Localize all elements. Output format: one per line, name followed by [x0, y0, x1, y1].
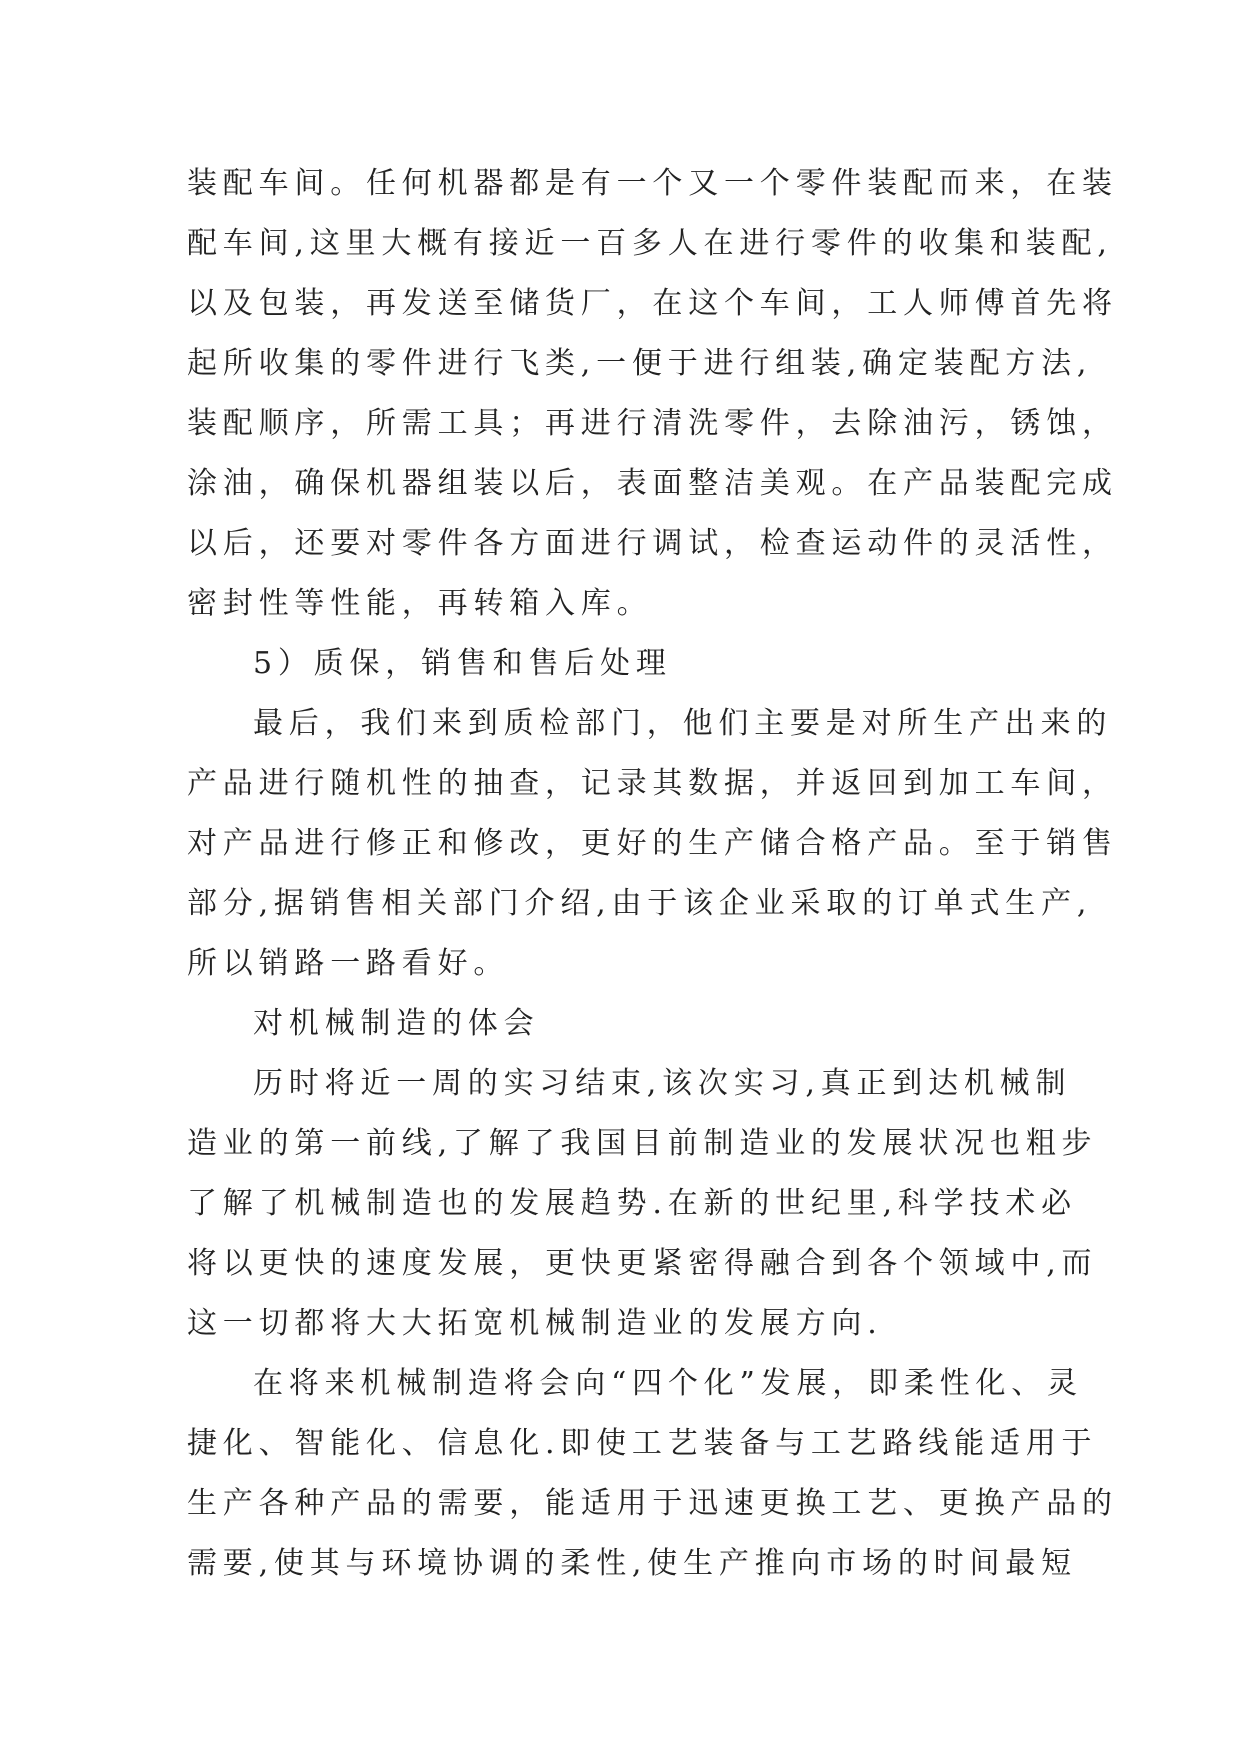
text-line-14: 所以销路一路看好。: [187, 946, 510, 981]
text-line-19: 将以更快的速度发展，更快更紧密得融合到各个领域中,而: [187, 1246, 1098, 1281]
text-line-2: 配车间,这里大概有接近一百多人在进行零件的收集和装配,: [187, 226, 1113, 261]
text-line-24: 需要,使其与环境协调的柔性,使生产推向市场的时间最短: [187, 1546, 1077, 1581]
text-line-22: 捷化、智能化、信息化.即使工艺装备与工艺路线能适用于: [187, 1426, 1098, 1461]
text-line-5: 装配顺序，所需工具；再进行清洗零件，去除油污，锈蚀，: [187, 406, 1118, 441]
text-line-13: 部分,据销售相关部门介绍,由于该企业采取的订单式生产,: [187, 886, 1093, 921]
text-line-23: 生产各种产品的需要，能适用于迅速更换工艺、更换产品的: [187, 1486, 1118, 1521]
text-line-4: 起所收集的零件进行飞类,一便于进行组装,确定装配方法,: [187, 346, 1093, 381]
text-line-12: 对产品进行修正和修改，更好的生产储合格产品。至于销售: [187, 826, 1118, 861]
text-line-8: 密封性等性能，再转箱入库。: [187, 586, 653, 621]
text-line-16: 历时将近一周的实习结束,该次实习,真正到达机械制: [253, 1066, 1072, 1101]
text-line-21: 在将来机械制造将会向“四个化”发展，即柔性化、灵: [253, 1366, 1083, 1401]
text-line-3: 以及包装，再发送至储货厂，在这个车间，工人师傅首先将: [187, 286, 1118, 321]
text-line-7: 以后，还要对零件各方面进行调试，检查运动件的灵活性，: [187, 526, 1118, 561]
section-heading-quality-sales: 5）质保，销售和售后处理: [253, 646, 672, 681]
text-line-17: 造业的第一前线,了解了我国目前制造业的发展状况也粗步: [187, 1126, 1098, 1161]
text-line-18: 了解了机械制造也的发展趋势.在新的世纪里,科学技术必: [187, 1186, 1077, 1221]
document-body: [187, 154, 1118, 1594]
section-heading-reflection: 对机械制造的体会: [253, 1006, 540, 1041]
text-line-1: 装配车间。任何机器都是有一个又一个零件装配而来，在装: [187, 166, 1118, 201]
text-line-10: 最后，我们来到质检部门，他们主要是对所生产出来的: [253, 706, 1113, 741]
text-line-11: 产品进行随机性的抽查，记录其数据，并返回到加工车间，: [187, 766, 1118, 801]
text-line-20: 这一切都将大大拓宽机械制造业的发展方向.: [187, 1306, 883, 1341]
text-line-6: 涂油，确保机器组装以后，表面整洁美观。在产品装配完成: [187, 466, 1118, 501]
